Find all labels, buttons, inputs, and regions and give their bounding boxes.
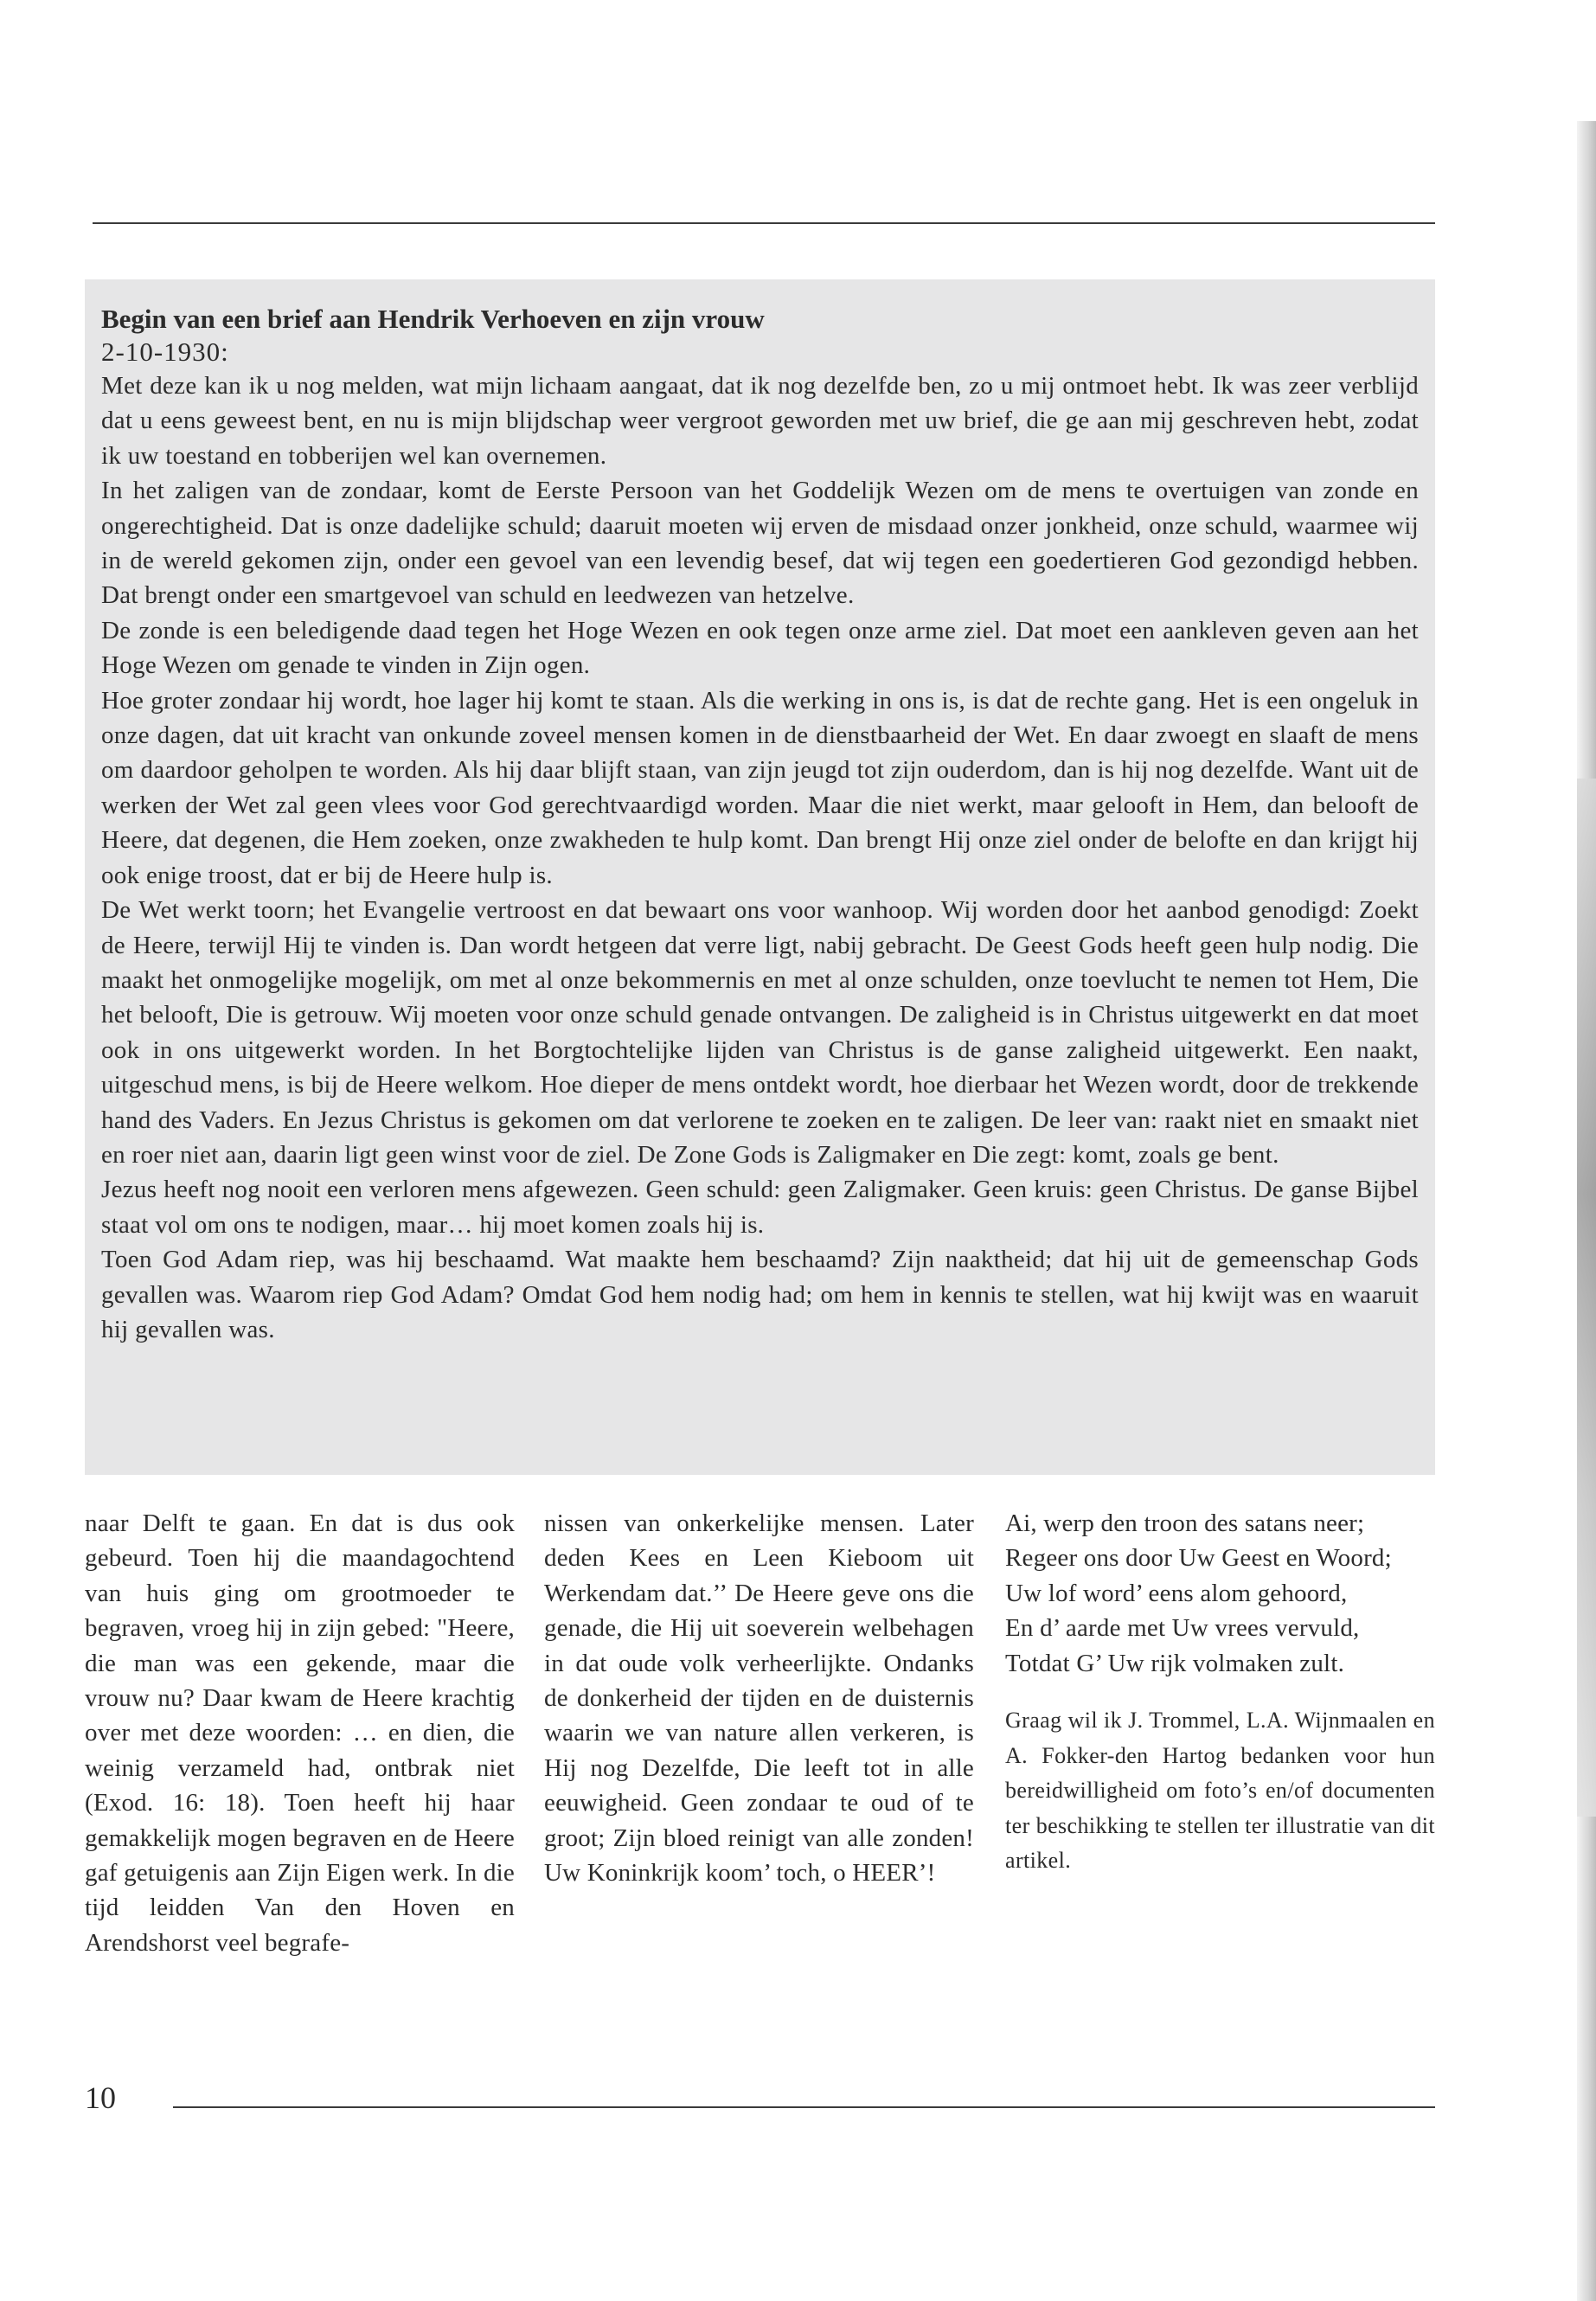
letter-paragraph: In het zaligen van de zondaar, komt de Eerste Persoon van het Goddelijk Wezen om de mens te overtuigen van zonde en ongerechtigheid. Dat is onze dadelijke schuld; daaruit moeten wij erven de misdaad onzer jonkheid, onze schuld, waarmee wij in de wereld gekomen zijn, onder een gevoel van een levendig besef, dat wij tegen een goedertieren God gezondigd hebben. Dat brengt onder een smartgevoel van schuld en leedwezen van hetzelve. [101,477,1419,610]
letter-paragraph: Hoe groter zondaar hij wordt, hoe lager hij komt te staan. Als die werking in ons is, is dat de rechte gang. Het is een ongeluk in onze dagen, dat uit kracht van onkunde zoveel mensen komen in de dienstbaarheid der Wet. En daar zwoegt en slaaft de mens om daardoor geholpen te worden. Als hij daar blijft staan, van zijn jeugd tot zijn ouderdom, dan is hij nog dezelfde. Want uit de werken der Wet zal geen vlees voor God gerechtvaardigd worden. Maar die niet werkt, maar gelooft in Hem, dan belooft de Heere, dat degenen, die Hem zoeken, onze zwakheden te hulp komt. Dan brengt Hij onze ziel onder de belofte en dan krijgt hij ook enige troost, dat er bij de Heere hulp is. [101,686,1419,889]
letter-title: Begin van een brief aan Hendrik Verhoeven en zijn vrouw [101,304,765,334]
bottom-rule [173,2106,1435,2108]
column-3 [1005,1506,1435,1879]
letter-paragraph: De Wet werkt toorn; het Evangelie vertroost en dat bewaart ons voor wanhoop. Wij worden door het aanbod genodigd: Zoekt de Heere, terwijl Hij te vinden is. Dan wordt hetgeen dat verre ligt, nabij gebracht. De Geest Gods heeft geen hulp nodig. Die maakt het onmogelijke mogelijk, om met al onze bekommernis en met al onze schulden, onze toevlucht te nemen tot Hem, Die het belooft, Die is getrouw. Wij moeten voor onze schuld genade ontvangen. De zaligheid is in Christus uitgewerkt en dat moet ook in ons uitgewerkt worden. In het Borgtochtelijke lijden van Christus is de ganse zaligheid uitgewerkt. Een naakt, uitgeschud mens, is bij de Heere welkom. Hoe dieper de mens ontdekt wordt, hoe dierbaar het Wezen wordt, door de trekkende hand des Vaders. En Jezus Christus is gekomen om dat verlorene te zoeken en te zaligen. De leer van: raakt niet en smaakt niet en roer niet aan, daarin ligt geen winst voor de ziel. De Zone Gods is Zaligmaker en Die zegt: komt, zoals ge bent. [101,896,1419,1169]
poem-line: Ai, werp den troon des satans neer; [1005,1509,1365,1537]
column-2 [544,1506,974,1890]
column-1-text: naar Delft te gaan. En dat is dus ook gebeurd. Toen hij die maandagochtend van huis ging om grootmoeder te begraven, vroeg hij in zijn gebed: "Heere, die man was een gekende, maar die vrouw nu? Daar kwam de Heere krachtig over met deze woorden: … en dien, die weinig verzameld had, ontbrak niet (Exod. 16: 18). Toen heeft hij haar gemakkelijk mogen begraven en de Heere gaf getuigenis aan Zijn Eigen werk. In die tijd leidden Van den Hoven en Arendshorst veel begrafe- [85,1509,515,1957]
letter-date: 2-10-1930: [101,336,229,367]
poem-line: Regeer ons door Uw Geest en Woord; [1005,1544,1392,1573]
column-1 [85,1506,515,1960]
top-rule [93,222,1435,224]
article-columns [85,1506,1435,2025]
page-number: 10 [85,2080,116,2115]
credits-text: Graag wil ik J. Trommel, L.A. Wijnmaalen en A. Fokker-den Hartog bedanken voor hun bereidwilligheid om foto’s en/of documenten ter beschikking te stellen ter illustratie van dit artikel. [1005,1708,1435,1874]
letter-paragraph: De zonde is een beledigende daad tegen het Hoge Wezen en ook tegen onze arme ziel. Dat moet een aankleven geven aan het Hoge Wezen om genade te vinden in Zijn ogen. [101,616,1419,680]
letter-paragraph: Jezus heeft nog nooit een verloren mens afgewezen. Geen schuld: geen Zaligmaker. Geen kruis: geen Christus. De ganse Bijbel staat vol om ons te nodigen, maar… hij moet komen zoals hij is. [101,1176,1419,1239]
column-2-text: nissen van onkerkelijke mensen. Later deden Kees en Leen Kieboom uit Werkendam dat.’’ De Heere geve ons die genade, die Hij uit soeverein welbehagen in dat oude volk verheerlijkte. Ondanks de donkerheid der tijden en de duisternis waarin we van nature allen verkeren, is Hij nog Dezelfde, Die leeft tot in alle eeuwigheid. Geen zondaar te oud of te groot; Zijn bloed reinigt van alle zonden! Uw Koninkrijk koom’ toch, o HEER’! [544,1509,974,1888]
poem-line: En d’ aarde met Uw vrees vervuld, [1005,1614,1360,1643]
letter-paragraph: Toen God Adam riep, was hij beschaamd. Wat maakte hem beschaamd? Zijn naaktheid; dat hij uit de gemeenschap Gods gevallen was. Waarom riep God Adam? Omdat God hem nodig had; om hem in kennis te stellen, wat hij kwijt was en waaruit hij gevallen was. [101,1246,1419,1343]
letter-box [85,279,1435,1475]
poem-line: Uw lof word’ eens alom gehoord, [1005,1579,1348,1607]
page-edge-photo-bleed [1577,779,1596,1817]
poem-line: Totdat G’ Uw rijk volmaken zult. [1005,1649,1345,1677]
letter-paragraph: Met deze kan ik u nog melden, wat mijn lichaam aangaat, dat ik nog dezelfde ben, zo u mij ontmoet hebt. Ik was zeer verblijd dat u eens geweest bent, en nu is mijn blijdschap weer vergroot geworden met uw brief, die ge aan mij geschreven hebt, zodat ik uw toestand en tobberijen wel kan overnemen. [101,372,1419,470]
